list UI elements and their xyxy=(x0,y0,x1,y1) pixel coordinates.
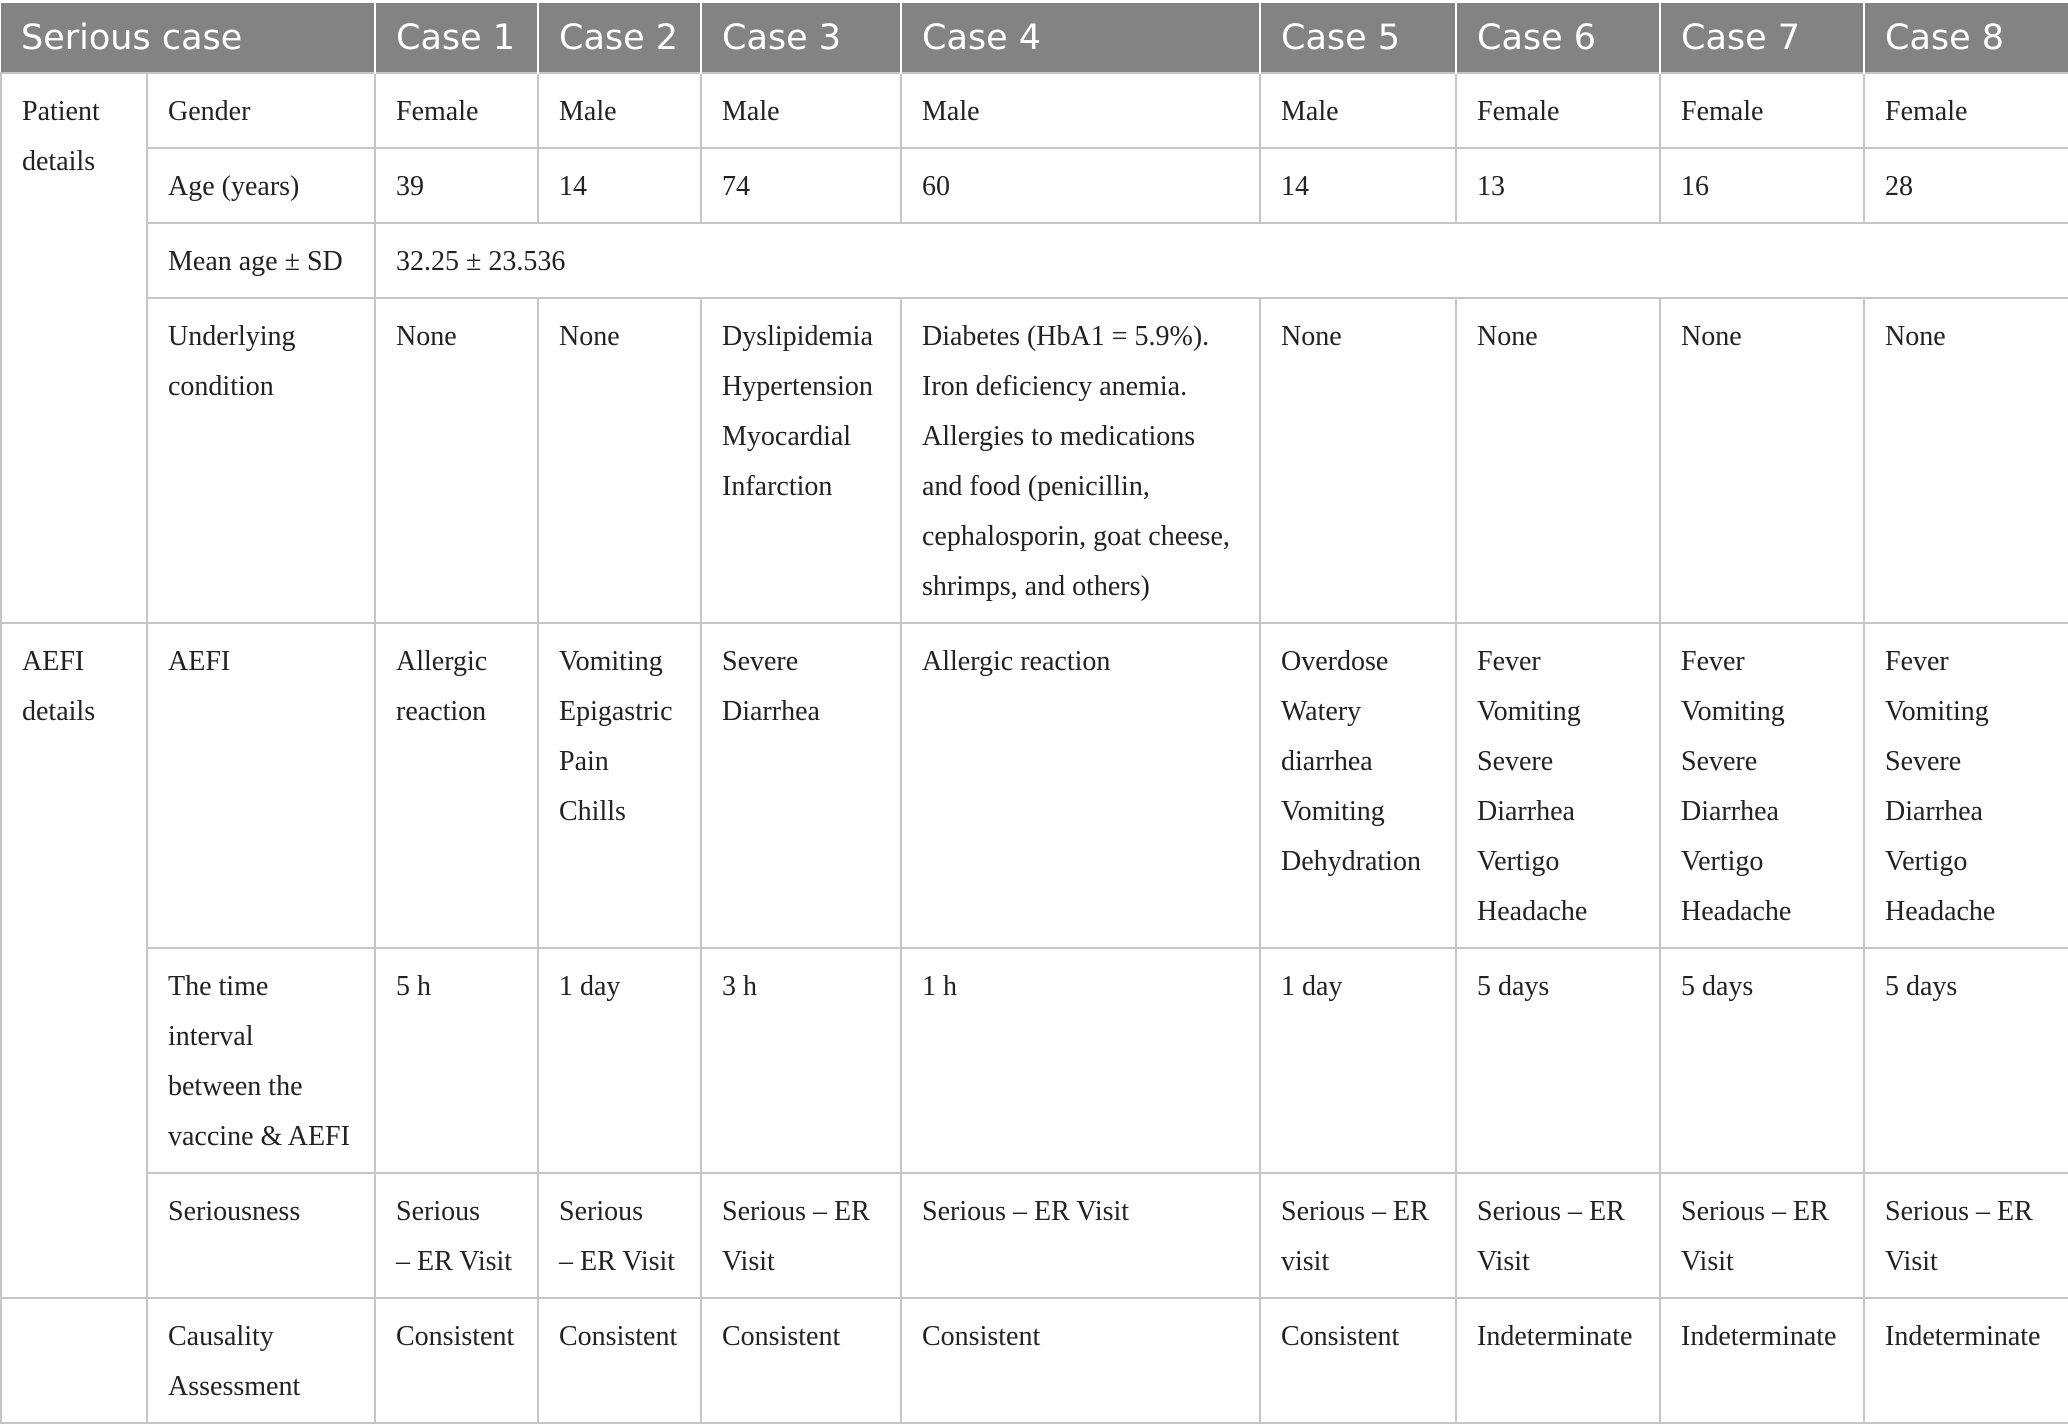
row-gender xyxy=(1,73,2068,148)
cell-underlying-case-5 xyxy=(1260,298,1456,623)
cell-line: Vomiting xyxy=(1281,796,1385,827)
cell-causality-case-8: Indeterminate xyxy=(1864,1298,2068,1423)
cell-aefi-case-5 xyxy=(1260,623,1456,948)
cell-line: None xyxy=(396,321,457,352)
section-label-line: details xyxy=(22,146,96,177)
cell-aefi-case-3 xyxy=(701,623,901,948)
cell-underlying-case-1 xyxy=(375,298,538,623)
cell-line: Serious – ER Visit xyxy=(922,1196,1130,1227)
section-label-line: details xyxy=(22,696,96,727)
cell-underlying-case-3 xyxy=(701,298,901,623)
label-line: interval xyxy=(168,1021,254,1052)
cell-age-case-1: 39 xyxy=(375,148,538,223)
cell-line: Vertigo xyxy=(1885,846,1968,877)
cell-line: Visit xyxy=(1885,1246,1938,1277)
label-line: Causality xyxy=(168,1321,274,1352)
cell-line: Serious – ER xyxy=(1885,1196,2033,1227)
header-case-7: Case 7 xyxy=(1660,3,1864,73)
cell-gender-case-6: Female xyxy=(1456,73,1660,148)
cell-line: Watery xyxy=(1281,696,1362,727)
header-case-1: Case 1 xyxy=(375,3,538,73)
section-label-line: Patient xyxy=(22,96,100,127)
cell-line: Pain xyxy=(559,746,609,777)
cell-line: Vomiting xyxy=(1681,696,1785,727)
section-aefi-details xyxy=(1,623,147,1298)
cell-gender-case-1: Female xyxy=(375,73,538,148)
cell-line: Vertigo xyxy=(1681,846,1764,877)
cell-line: Diarrhea xyxy=(1477,796,1575,827)
cell-age-case-2: 14 xyxy=(538,148,701,223)
cell-line: Diarrhea xyxy=(722,696,820,727)
cell-aefi-case-4 xyxy=(901,623,1260,948)
cell-gender-case-3: Male xyxy=(701,73,901,148)
cell-seriousness-case-7 xyxy=(1660,1173,1864,1298)
header-case-6: Case 6 xyxy=(1456,3,1660,73)
header-case-3: Case 3 xyxy=(701,3,901,73)
cell-seriousness-case-8 xyxy=(1864,1173,2068,1298)
cell-line: Allergic reaction xyxy=(922,646,1111,677)
header-case-2: Case 2 xyxy=(538,3,701,73)
cell-line: Diarrhea xyxy=(1885,796,1983,827)
cell-causality-case-5: Consistent xyxy=(1260,1298,1456,1423)
label-line: between the xyxy=(168,1071,303,1102)
cell-line: Serious – ER xyxy=(1477,1196,1625,1227)
cell-line: cephalosporin, goat cheese, xyxy=(922,521,1230,552)
cell-line: shrimps, and others) xyxy=(922,571,1150,602)
cell-line: Iron deficiency anemia. xyxy=(922,371,1188,402)
cell-line: Vomiting xyxy=(559,646,663,677)
row-aefi xyxy=(1,623,2068,948)
section-label-line: AEFI xyxy=(22,646,85,677)
cell-age-case-6: 13 xyxy=(1456,148,1660,223)
cell-seriousness-case-3 xyxy=(701,1173,901,1298)
cell-age-case-7: 16 xyxy=(1660,148,1864,223)
row-label-underlying-condition xyxy=(147,298,375,623)
cell-line: Serious – ER xyxy=(1681,1196,1829,1227)
row-label-mean-age: Mean age ± SD xyxy=(147,223,375,298)
cell-line: Fever xyxy=(1477,646,1541,677)
row-underlying-condition xyxy=(1,298,2068,623)
cell-line: Diarrhea xyxy=(1681,796,1779,827)
cell-line: Allergies to medications xyxy=(922,421,1196,452)
row-label-aefi: AEFI xyxy=(147,623,375,948)
cell-line: Vertigo xyxy=(1477,846,1560,877)
cell-line: Diabetes (HbA1 = 5.9%). xyxy=(922,321,1210,352)
cell-line: None xyxy=(1281,321,1342,352)
cell-line: – ER Visit xyxy=(396,1246,513,1277)
row-age xyxy=(1,148,2068,223)
cell-line: Chills xyxy=(559,796,626,827)
cell-underlying-case-6 xyxy=(1456,298,1660,623)
label-line: The time xyxy=(168,971,269,1002)
cell-causality-case-1: Consistent xyxy=(375,1298,538,1423)
cell-aefi-case-1 xyxy=(375,623,538,948)
cell-gender-case-8: Female xyxy=(1864,73,2068,148)
cell-line: Serious xyxy=(396,1196,480,1227)
cell-interval-case-5: 1 day xyxy=(1260,948,1456,1173)
cell-aefi-case-2 xyxy=(538,623,701,948)
cell-line: Visit xyxy=(722,1246,775,1277)
label-line: Assessment xyxy=(168,1371,301,1402)
cell-causality-case-7: Indeterminate xyxy=(1660,1298,1864,1423)
header-case-5: Case 5 xyxy=(1260,3,1456,73)
cell-underlying-case-4 xyxy=(901,298,1260,623)
section-causality xyxy=(1,1298,147,1423)
cell-underlying-case-8 xyxy=(1864,298,2068,623)
cell-seriousness-case-4 xyxy=(901,1173,1260,1298)
table-header xyxy=(1,3,2068,73)
cell-line: Vomiting xyxy=(1477,696,1581,727)
cell-line: Severe xyxy=(1885,746,1962,777)
label-line: Underlying xyxy=(168,321,296,352)
cell-causality-case-3: Consistent xyxy=(701,1298,901,1423)
header-case-4: Case 4 xyxy=(901,3,1260,73)
header-row xyxy=(1,3,2068,73)
row-causality xyxy=(1,1298,2068,1423)
cell-line: Dyslipidemia xyxy=(722,321,873,352)
cell-line: Severe xyxy=(1477,746,1554,777)
cell-causality-case-4: Consistent xyxy=(901,1298,1260,1423)
section-patient-details xyxy=(1,73,147,623)
cell-interval-case-6: 5 days xyxy=(1456,948,1660,1173)
cell-seriousness-case-6 xyxy=(1456,1173,1660,1298)
cell-line: visit xyxy=(1281,1246,1330,1277)
cell-line: Serious xyxy=(559,1196,643,1227)
cell-line: reaction xyxy=(396,696,487,727)
cell-mean-age-value: 32.25 ± 23.536 xyxy=(375,223,2068,298)
cell-underlying-case-2 xyxy=(538,298,701,623)
cell-interval-case-3: 3 h xyxy=(701,948,901,1173)
row-label-time-interval xyxy=(147,948,375,1173)
cell-gender-case-2: Male xyxy=(538,73,701,148)
cell-line: Epigastric xyxy=(559,696,673,727)
cell-age-case-3: 74 xyxy=(701,148,901,223)
cell-gender-case-7: Female xyxy=(1660,73,1864,148)
cell-line: None xyxy=(559,321,620,352)
cell-line: Visit xyxy=(1477,1246,1530,1277)
cell-age-case-5: 14 xyxy=(1260,148,1456,223)
cell-line: Serious – ER xyxy=(1281,1196,1429,1227)
cell-line: Severe xyxy=(722,646,799,677)
cell-seriousness-case-5 xyxy=(1260,1173,1456,1298)
cell-age-case-8: 28 xyxy=(1864,148,2068,223)
cell-interval-case-7: 5 days xyxy=(1660,948,1864,1173)
cell-line: and food (penicillin, xyxy=(922,471,1150,502)
table-body xyxy=(1,73,2068,1423)
cell-line: Infarction xyxy=(722,471,833,502)
label-line: condition xyxy=(168,371,274,402)
cell-line: Hypertension xyxy=(722,371,873,402)
cell-line: Fever xyxy=(1681,646,1745,677)
cell-line: Vomiting xyxy=(1885,696,1989,727)
cell-line: Headache xyxy=(1477,896,1588,927)
cell-line: None xyxy=(1681,321,1742,352)
cell-line: – ER Visit xyxy=(559,1246,676,1277)
cell-seriousness-case-1 xyxy=(375,1173,538,1298)
cell-interval-case-8: 5 days xyxy=(1864,948,2068,1173)
row-label-seriousness: Seriousness xyxy=(147,1173,375,1298)
cell-line: Overdose xyxy=(1281,646,1389,677)
cell-aefi-case-6 xyxy=(1456,623,1660,948)
cell-causality-case-2: Consistent xyxy=(538,1298,701,1423)
row-mean-age xyxy=(1,223,2068,298)
cell-line: None xyxy=(1477,321,1538,352)
cell-underlying-case-7 xyxy=(1660,298,1864,623)
cell-line: diarrhea xyxy=(1281,746,1373,777)
row-label-age: Age (years) xyxy=(147,148,375,223)
cell-line: Dehydration xyxy=(1281,846,1421,877)
cell-line: Headache xyxy=(1681,896,1792,927)
row-seriousness xyxy=(1,1173,2068,1298)
cell-age-case-4: 60 xyxy=(901,148,1260,223)
cell-causality-case-6: Indeterminate xyxy=(1456,1298,1660,1423)
label-line: vaccine & AEFI xyxy=(168,1121,350,1152)
cell-line: Allergic xyxy=(396,646,488,677)
cell-aefi-case-8 xyxy=(1864,623,2068,948)
cell-line: Headache xyxy=(1885,896,1996,927)
aefi-case-table xyxy=(0,3,2068,1424)
cell-interval-case-1: 5 h xyxy=(375,948,538,1173)
row-time-interval xyxy=(1,948,2068,1173)
row-label-gender: Gender xyxy=(147,73,375,148)
cell-line: Myocardial xyxy=(722,421,852,452)
cell-line: None xyxy=(1885,321,1946,352)
cell-line: Visit xyxy=(1681,1246,1734,1277)
cell-gender-case-4: Male xyxy=(901,73,1260,148)
header-serious-case: Serious case xyxy=(1,3,375,73)
cell-seriousness-case-2 xyxy=(538,1173,701,1298)
cell-line: Fever xyxy=(1885,646,1949,677)
cell-gender-case-5: Male xyxy=(1260,73,1456,148)
cell-line: Serious – ER xyxy=(722,1196,870,1227)
cell-line: Severe xyxy=(1681,746,1758,777)
cell-interval-case-4: 1 h xyxy=(901,948,1260,1173)
cell-interval-case-2: 1 day xyxy=(538,948,701,1173)
cell-aefi-case-7 xyxy=(1660,623,1864,948)
row-label-causality xyxy=(147,1298,375,1423)
header-case-8: Case 8 xyxy=(1864,3,2068,73)
